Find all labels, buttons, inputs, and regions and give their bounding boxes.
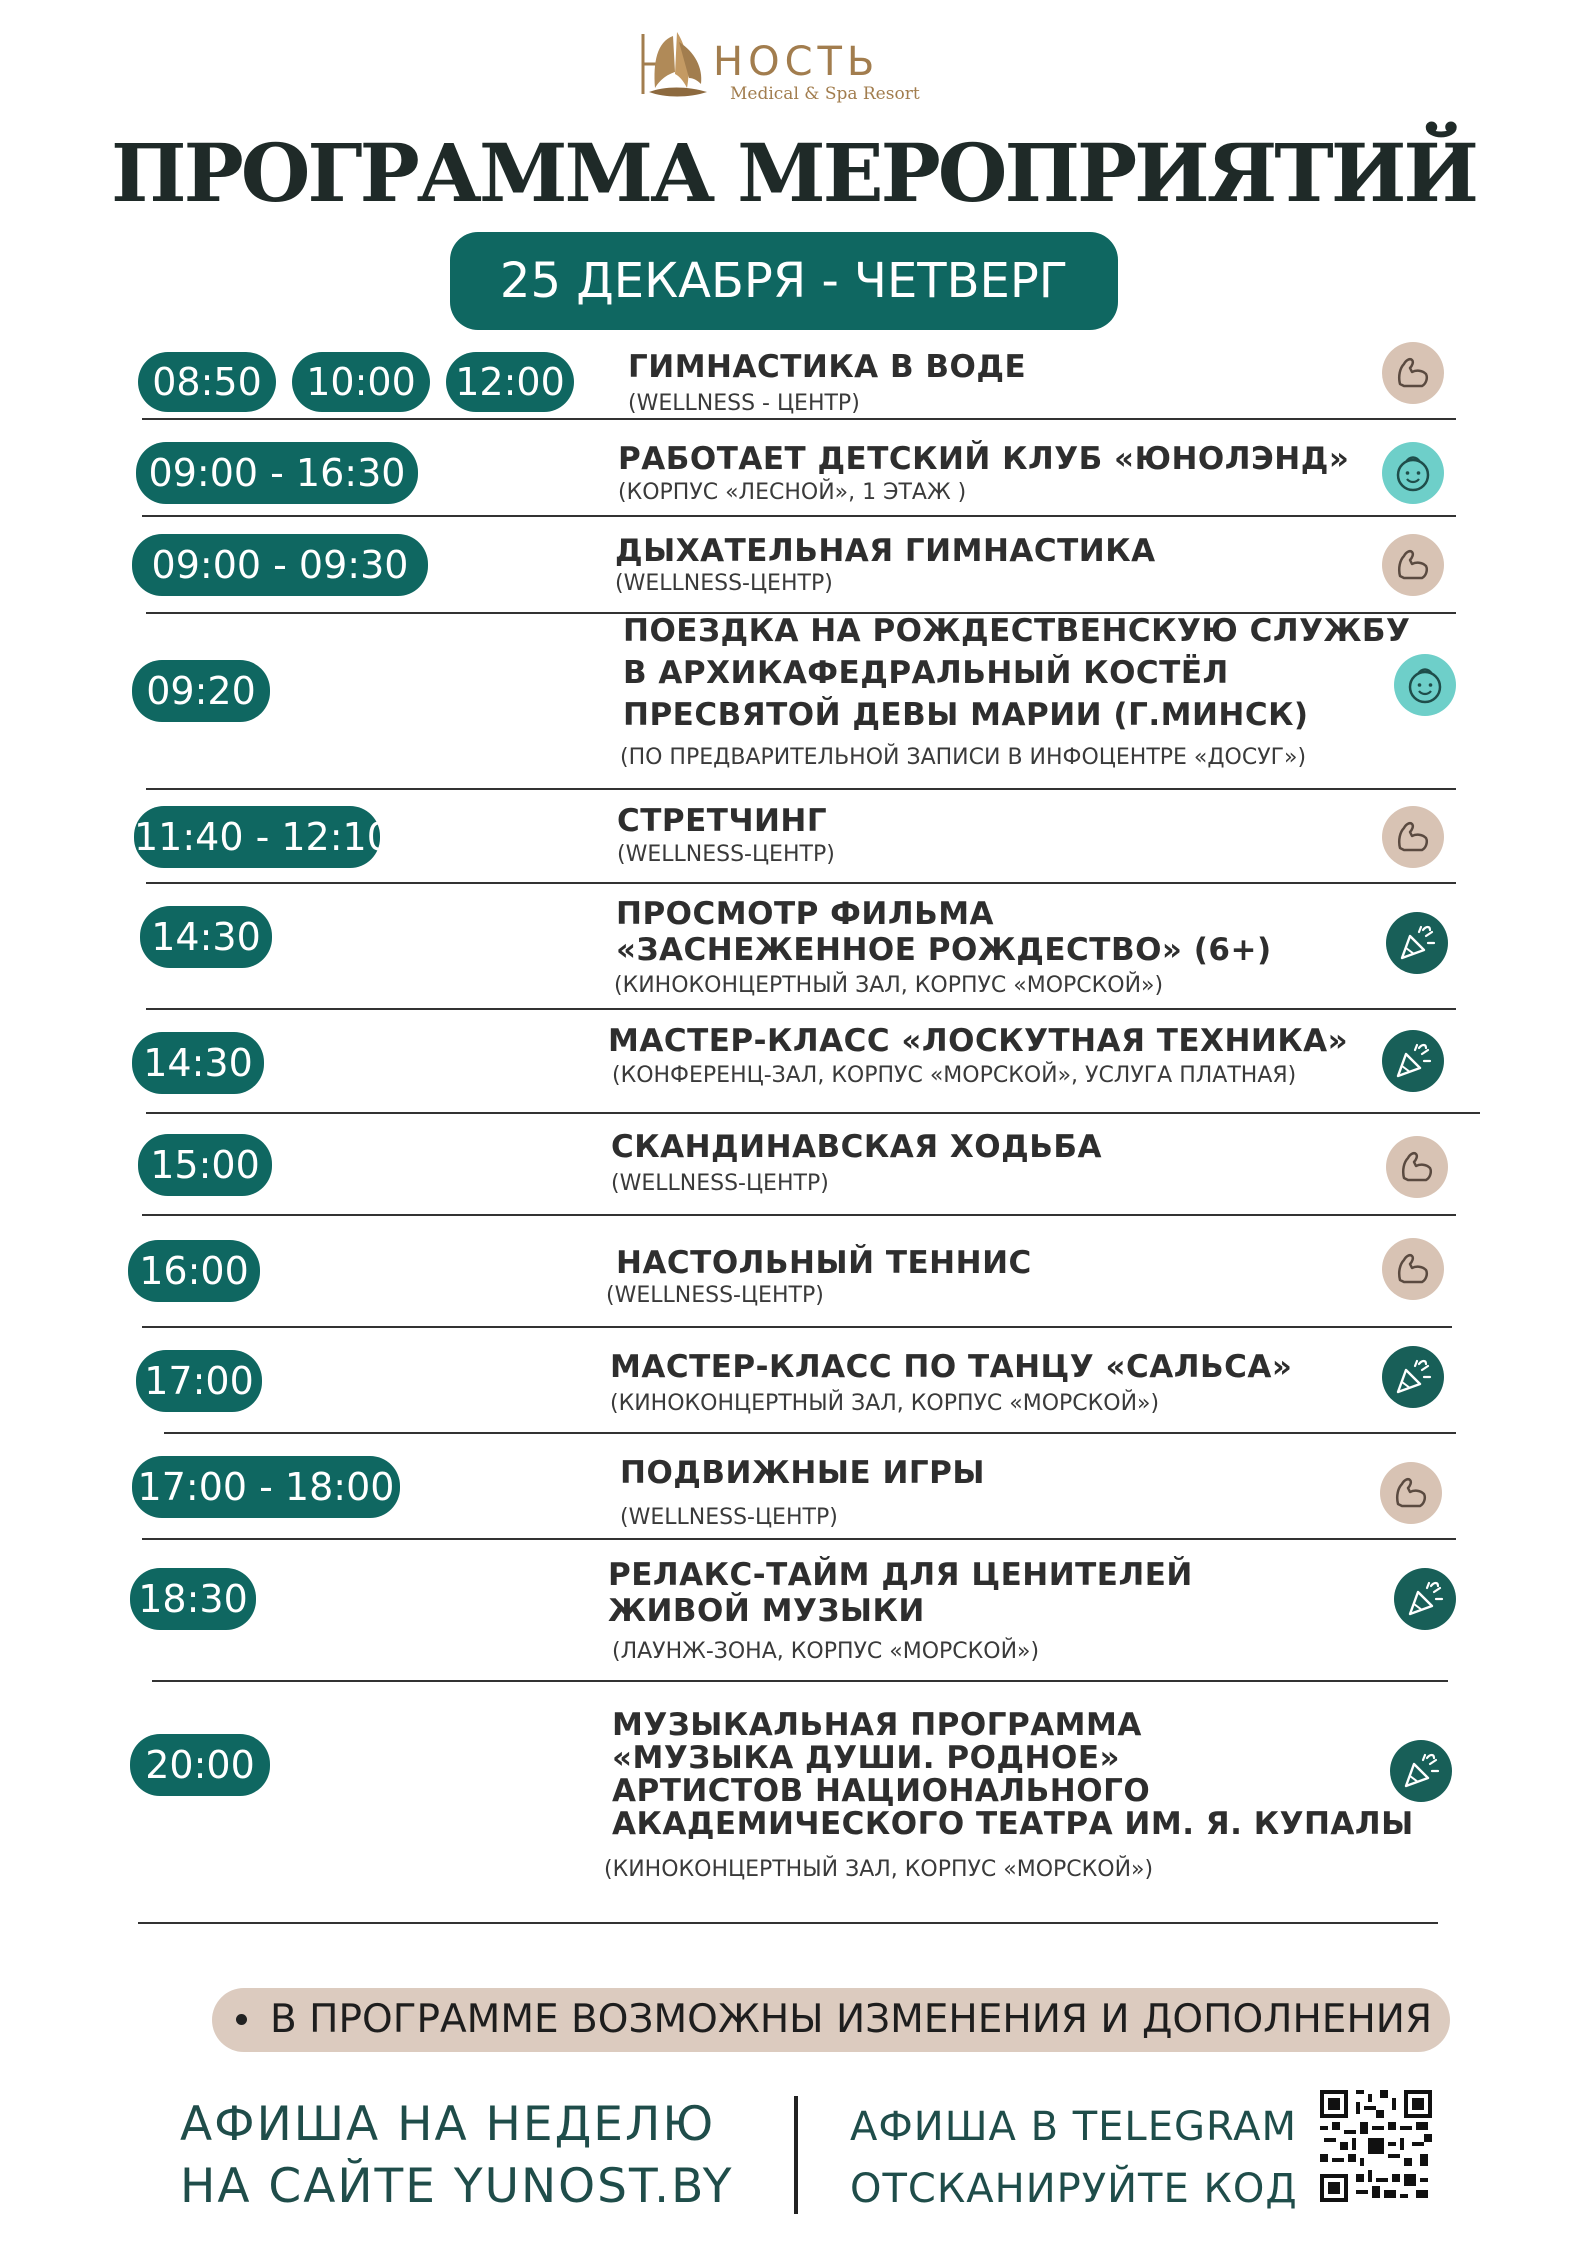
muscle-icon — [1386, 1136, 1448, 1198]
row-divider — [146, 882, 1456, 884]
row-divider — [138, 1922, 1438, 1924]
time-pill: 09:20 — [132, 660, 270, 722]
event-location: (КИНОКОНЦЕРТНЫЙ ЗАЛ, КОРПУС «МОРСКОЙ») — [604, 1857, 1154, 1882]
muscle-icon — [1382, 534, 1444, 596]
event-title: ПОДВИЖНЫЕ ИГРЫ — [620, 1455, 985, 1491]
muscle-icon — [1380, 1462, 1442, 1524]
event-title: ДЫХАТЕЛЬНАЯ ГИМНАСТИКА — [615, 533, 1156, 569]
website-line-2: НА САЙТЕ YUNOST.BY — [180, 2159, 734, 2214]
child-face-icon — [1382, 442, 1444, 504]
event-title: СТРЕТЧИНГ — [617, 803, 828, 839]
telegram-line-2: ОТСКАНИРУЙТЕ КОД — [850, 2166, 1298, 2212]
row-divider — [164, 1432, 1456, 1434]
row-divider — [142, 1538, 1456, 1540]
event-title: МУЗЫКАЛЬНАЯ ПРОГРАММА — [612, 1707, 1142, 1743]
event-title: РАБОТАЕТ ДЕТСКИЙ КЛУБ «ЮНОЛЭНД» — [618, 441, 1350, 477]
row-divider — [142, 418, 1456, 420]
event-title: РЕЛАКС-ТАЙМ ДЛЯ ЦЕНИТЕЛЕЙ — [608, 1557, 1193, 1593]
row-divider — [142, 515, 1456, 517]
notice-text: В ПРОГРАММЕ ВОЗМОЖНЫ ИЗМЕНЕНИЯ И ДОПОЛНЕНИЯ — [270, 1997, 1433, 2042]
time-pill: 18:30 — [130, 1568, 256, 1630]
time-pill: 17:00 - 18:00 — [132, 1456, 400, 1518]
party-popper-icon — [1386, 912, 1448, 974]
event-location: (WELLNESS-ЦЕНТР) — [617, 842, 835, 867]
logo-subtitle: Medical & Spa Resort — [730, 84, 920, 104]
telegram-info — [850, 2096, 1298, 2220]
event-title: В АРХИКАФЕДРАЛЬНЫЙ КОСТЁЛ — [623, 655, 1229, 691]
event-location: (WELLNESS-ЦЕНТР) — [615, 571, 833, 596]
event-title: ПРЕСВЯТОЙ ДЕВЫ МАРИИ (Г.МИНСК) — [623, 697, 1309, 733]
event-title: ЖИВОЙ МУЗЫКИ — [608, 1593, 925, 1629]
time-pill: 15:00 — [138, 1134, 272, 1196]
logo-text: НОСТЬ — [713, 39, 880, 85]
muscle-icon — [1382, 1238, 1444, 1300]
muscle-icon — [1382, 342, 1444, 404]
event-title: СКАНДИНАВСКАЯ ХОДЬБА — [611, 1129, 1102, 1165]
event-location: (ЛАУНЖ-ЗОНА, КОРПУС «МОРСКОЙ») — [612, 1639, 1040, 1664]
time-pill: 09:00 - 16:30 — [136, 442, 418, 504]
event-title: МАСТЕР-КЛАСС «ЛОСКУТНАЯ ТЕХНИКА» — [608, 1023, 1349, 1059]
event-location: (WELLNESS-ЦЕНТР) — [611, 1171, 829, 1196]
website-info — [180, 2094, 733, 2218]
time-pill: 20:00 — [130, 1734, 270, 1796]
party-popper-icon — [1382, 1030, 1444, 1092]
row-divider — [142, 1214, 1456, 1216]
footer-divider — [794, 2096, 798, 2214]
event-title: НАСТОЛЬНЫЙ ТЕННИС — [616, 1245, 1032, 1281]
bullet-icon — [236, 2014, 247, 2025]
event-title: ПРОСМОТР ФИЛЬМА — [616, 896, 995, 932]
time-pill: 16:00 — [128, 1240, 260, 1302]
changes-notice — [212, 1988, 1450, 2052]
event-title: «МУЗЫКА ДУШИ. РОДНОЕ» — [612, 1740, 1121, 1776]
row-divider — [146, 1112, 1480, 1114]
child-face-icon — [1394, 654, 1456, 716]
telegram-line-1: АФИША В TELEGRAM — [850, 2104, 1298, 2150]
event-location: (WELLNESS - ЦЕНТР) — [628, 391, 860, 416]
event-title: АКАДЕМИЧЕСКОГО ТЕАТРА ИМ. Я. КУПАЛЫ — [612, 1806, 1414, 1842]
page-title: ПРОГРАММА МЕРОПРИЯТИЙ — [111, 126, 1476, 220]
website-line-1: АФИША НА НЕДЕЛЮ — [180, 2097, 716, 2152]
party-popper-icon — [1394, 1568, 1456, 1630]
time-pill: 10:00 — [292, 352, 430, 412]
row-divider — [152, 1680, 1448, 1682]
time-pill: 11:40 - 12:10 — [134, 806, 380, 868]
row-divider — [142, 1326, 1452, 1328]
time-pill: 08:50 — [138, 352, 276, 412]
qr-code-icon[interactable] — [1320, 2090, 1432, 2202]
event-location: (WELLNESS-ЦЕНТР) — [620, 1505, 838, 1530]
time-pill: 12:00 — [446, 352, 574, 412]
time-pill: 09:00 - 09:30 — [132, 534, 428, 596]
event-location: (КОРПУС «ЛЕСНОЙ», 1 ЭТАЖ ) — [618, 480, 967, 505]
row-divider — [146, 788, 1456, 790]
event-title: ГИМНАСТИКА В ВОДЕ — [628, 349, 1027, 385]
event-location: (WELLNESS-ЦЕНТР) — [606, 1283, 824, 1308]
event-location: (КОНФЕРЕНЦ-ЗАЛ, КОРПУС «МОРСКОЙ», УСЛУГА ПЛАТНАЯ) — [612, 1063, 1297, 1088]
party-popper-icon — [1390, 1740, 1452, 1802]
time-pill: 14:30 — [140, 906, 272, 968]
event-title: АРТИСТОВ НАЦИОНАЛЬНОГО — [612, 1773, 1151, 1809]
event-title: МАСТЕР-КЛАСС ПО ТАНЦУ «САЛЬСА» — [610, 1349, 1293, 1385]
event-location: (ПО ПРЕДВАРИТЕЛЬНОЙ ЗАПИСИ В ИНФОЦЕНТРЕ «ДОСУГ») — [620, 745, 1307, 770]
time-pill: 17:00 — [136, 1350, 262, 1412]
sailboat-logo-icon — [635, 28, 715, 108]
event-location: (КИНОКОНЦЕРТНЫЙ ЗАЛ, КОРПУС «МОРСКОЙ») — [610, 1391, 1160, 1416]
resort-logo — [635, 28, 955, 108]
date-badge: 25 ДЕКАБРЯ - ЧЕТВЕРГ — [450, 232, 1118, 330]
row-divider — [146, 1008, 1456, 1010]
party-popper-icon — [1382, 1346, 1444, 1408]
event-location: (КИНОКОНЦЕРТНЫЙ ЗАЛ, КОРПУС «МОРСКОЙ») — [614, 973, 1164, 998]
event-title: ПОЕЗДКА НА РОЖДЕСТВЕНСКУЮ СЛУЖБУ — [623, 613, 1411, 649]
muscle-icon — [1382, 806, 1444, 868]
time-pill: 14:30 — [132, 1032, 264, 1094]
event-title: «ЗАСНЕЖЕННОЕ РОЖДЕСТВО» (6+) — [616, 932, 1272, 968]
